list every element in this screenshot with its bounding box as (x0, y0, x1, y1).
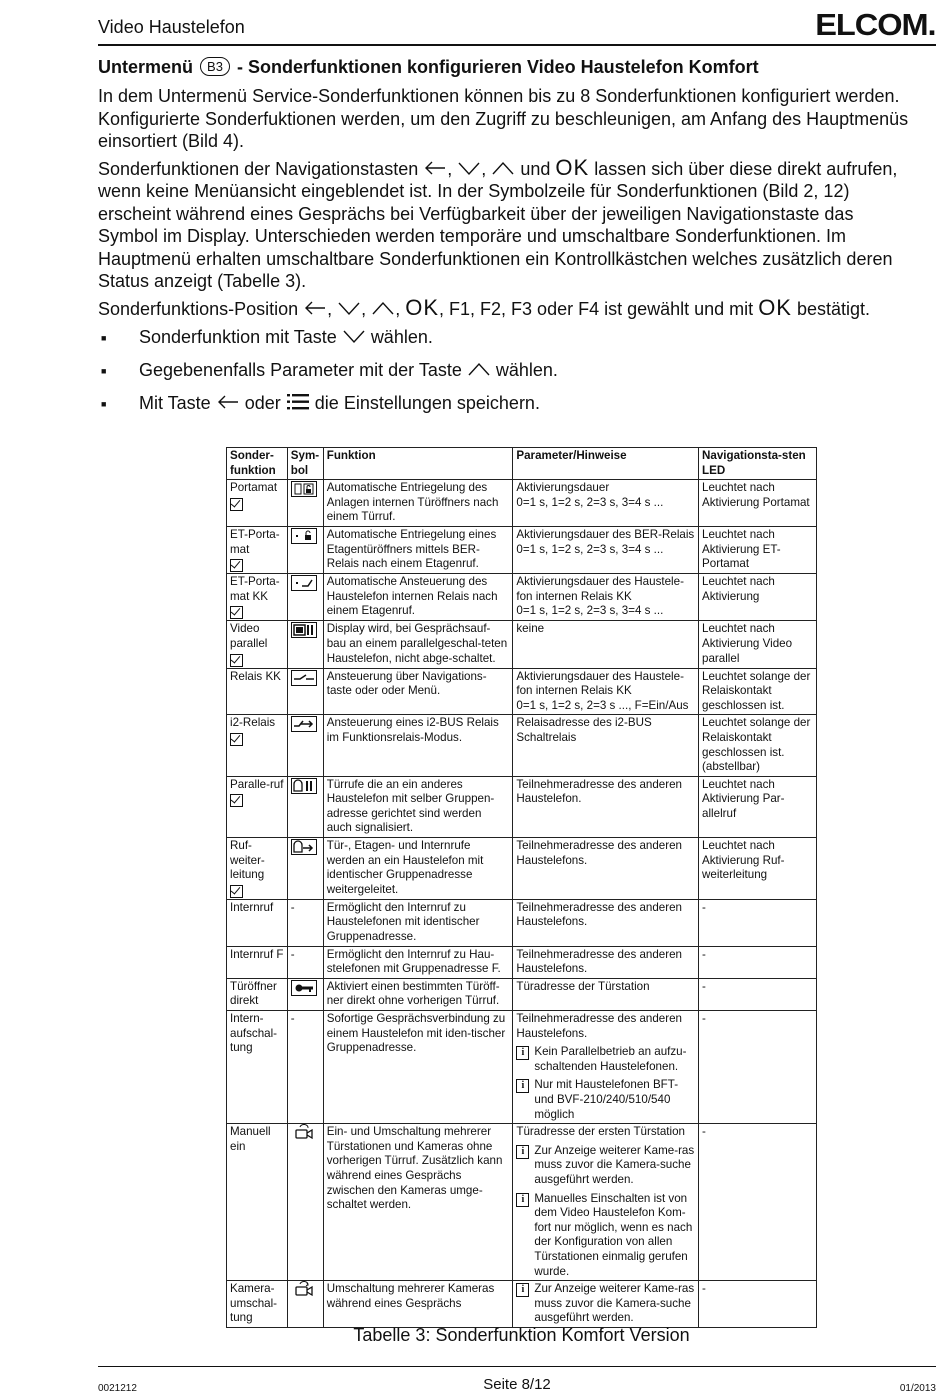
position-text-c: bestätigt. (797, 298, 871, 319)
parameter-note (516, 1144, 695, 1188)
chevron-up-icon (467, 360, 491, 378)
parameter-text: Aktivierungsdauer des BER-Relais 0=1 s, 1=2 s, 2=3 s, 3=4 s ... (516, 527, 695, 556)
arrow-left-icon (303, 299, 327, 317)
nav-und: und (520, 158, 551, 179)
table-caption: Tabelle 3: Sonderfunktion Komfort Version (353, 1325, 690, 1345)
note-text: Zur Anzeige weiterer Kame-ras muss zuvor die Kamera-suche ausgeführt werden. (534, 1282, 695, 1325)
sonderfunktion-name: Ruf-weiter-leitung (230, 839, 265, 882)
cell-led: Leuchtet nach Aktivierung ET-Portamat (699, 526, 817, 573)
cell-funktion: Automatische Ansteuerung des Haustelefon internen Relais nach einem Etagenruf. (323, 574, 513, 621)
table-row (227, 946, 817, 978)
cell-led: Leuchtet nach Aktivierung Portamat (699, 480, 817, 527)
cell-led: - (699, 1011, 817, 1124)
checkbox-checked-icon (230, 885, 243, 898)
table-row (227, 574, 817, 621)
sonderfunktion-table (226, 447, 817, 1328)
cell-sonderfunktion (227, 668, 288, 715)
cell-parameter (513, 978, 699, 1010)
cell-symbol (287, 1281, 323, 1328)
parameter-note (516, 1282, 695, 1326)
cell-symbol (287, 978, 323, 1010)
cell-sonderfunktion (227, 776, 288, 837)
steps-list (98, 326, 918, 414)
parameter-text: Teilnehmeradresse des anderen Haustelefons. (516, 900, 683, 929)
cell-parameter (513, 574, 699, 621)
menu-list-icon (286, 393, 310, 411)
info-icon: i (516, 1145, 529, 1159)
parameter-text: Teilnehmeradresse des anderen Haustelefons. (516, 1012, 683, 1040)
step3-text-b: die Einstellungen speichern. (314, 393, 540, 413)
step2-text-a: Gegebenenfalls Parameter mit der Taste (139, 360, 462, 380)
cell-funktion: Türrufe die an ein anderes Haustelefon mit selber Gruppen-adresse gerichtet sind werden auch signalisiert. (323, 776, 513, 837)
sonderfunktion-name: Portamat (230, 481, 278, 495)
cell-symbol (287, 1124, 323, 1281)
nav-sep-1: , (447, 158, 453, 179)
checkbox-checked-icon (230, 606, 243, 619)
note-text: Nur mit Haustelefonen BFT- und BVF-210/240/510/540 möglich (534, 1078, 679, 1121)
info-icon: i (516, 1046, 529, 1060)
cell-funktion: Ermöglicht den Internruf zu Haustelefonen mit identischer Gruppenadresse. (323, 899, 513, 946)
cell-funktion: Display wird, bei Gesprächsauf-bau an einem parallelgeschal-teten Haustelefon, nicht abge-schaltet. (323, 621, 513, 668)
document-title: Video Haustelefon (98, 17, 245, 37)
cell-parameter (513, 1124, 699, 1281)
section-heading (98, 55, 918, 79)
cell-funktion: Sofortige Gesprächsverbindung zu einem Haustelefon mit iden-tischer Gruppenadresse. (323, 1011, 513, 1124)
cell-symbol (287, 480, 323, 527)
document-number: 0021212 (98, 1383, 137, 1394)
sonderfunktion-name: ET-Porta-mat (230, 527, 280, 556)
manuell-ein-icon (291, 1131, 317, 1144)
parameter-text: keine (516, 622, 545, 636)
step3-or: oder (244, 393, 281, 413)
cell-led: - (699, 946, 817, 978)
ok-key-label: OK (758, 294, 792, 320)
sonderfunktion-name: Relais KK (230, 669, 281, 683)
parameter-text: Relaisadresse des i2-BUS Schaltrelais (516, 716, 652, 744)
step-item (98, 392, 918, 414)
et-portamat-icon (291, 534, 317, 547)
elcom-logo: ELCOM. (815, 7, 936, 42)
cell-parameter (513, 526, 699, 573)
parameter-note (516, 1192, 695, 1280)
rufweiterleitung-icon (291, 845, 317, 858)
table-row (227, 899, 817, 946)
cell-funktion: Automatische Entriegelung eines Etagentüröffners mittels BER-Relais nach einem Etagenruf. (323, 526, 513, 573)
step-item (98, 326, 918, 348)
cell-funktion: Automatische Entriegelung des Anlagen internen Türöffners nach einem Türruf. (323, 480, 513, 527)
kamera-umschaltung-icon (291, 1288, 317, 1301)
cell-funktion: Ermöglicht den Internruf zu Hau-stelefonen mit Gruppenadresse F. (323, 946, 513, 978)
cell-parameter (513, 668, 699, 715)
sonderfunktion-name: Paralle-ruf (230, 777, 284, 791)
chevron-up-icon (491, 159, 515, 177)
sonderfunktion-name: Internruf F (230, 947, 284, 961)
column-header: Sym-bol (287, 448, 323, 480)
cell-symbol (287, 574, 323, 621)
sonderfunktion-name: Manuell ein (230, 1125, 271, 1153)
table-row (227, 668, 817, 715)
cell-led: Leuchtet solange der Relaiskontakt geschlossen ist. (699, 668, 817, 715)
cell-symbol (287, 668, 323, 715)
note-text: Manuelles Einschalten ist von dem Video Haustelefon Kom-fort nur möglich, wenn es nach der Konfiguration von allen Türstationen einmalig gerufen wurde. (534, 1191, 693, 1278)
column-header: Navigationsta-sten LED (699, 448, 817, 480)
step-item (98, 359, 918, 381)
position-sep-3: , (395, 298, 401, 319)
table-row (227, 838, 817, 900)
cell-sonderfunktion (227, 1124, 288, 1281)
position-sep-2: , (361, 298, 367, 319)
arrow-left-icon (216, 393, 240, 411)
cell-sonderfunktion (227, 480, 288, 527)
column-header: Parameter/Hinweise (513, 448, 699, 480)
chevron-down-icon (342, 327, 366, 345)
page-footer (98, 1366, 936, 1394)
video-parallel-icon (291, 628, 317, 641)
cell-led: Leuchtet nach Aktivierung Par-allelruf (699, 776, 817, 837)
symbol-placeholder: - (290, 900, 295, 914)
parameter-text: Aktivierungsdauer des Haustele-fon internen Relais KK 0=1 s, 1=2 s, 2=3 s ..., F=Ein/Aus (516, 669, 689, 712)
cell-parameter (513, 838, 699, 900)
cell-sonderfunktion (227, 621, 288, 668)
ok-key-label: OK (405, 294, 440, 320)
info-icon: i (516, 1079, 529, 1093)
sonderfunktion-name: Intern-aufschal-tung (230, 1012, 278, 1055)
cell-funktion: Ein- und Umschaltung mehrerer Türstationen und Kameras ohne vorherigen Türruf. Zusätzlich kann während eines Gesprächs zwischen den Kameras umge-schaltet werden. (323, 1124, 513, 1281)
parameter-text: Teilnehmeradresse des anderen Haustelefon. (516, 777, 683, 806)
chevron-down-icon (337, 299, 361, 317)
table-row (227, 715, 817, 776)
page-header (98, 7, 936, 46)
cell-led: Leuchtet nach Aktivierung Ruf-weiterleitung (699, 838, 817, 900)
chevron-up-icon (371, 299, 395, 317)
cell-symbol (287, 776, 323, 837)
position-text-a: Sonderfunktions-Position (98, 298, 299, 319)
cell-sonderfunktion (227, 899, 288, 946)
step1-text-b: wählen. (370, 327, 433, 347)
cell-sonderfunktion (227, 1011, 288, 1124)
cell-funktion: Aktiviert einen bestimmten Türöff-ner direkt ohne vorherigen Türruf. (323, 978, 513, 1010)
position-paragraph (98, 294, 918, 321)
symbol-placeholder: - (290, 947, 295, 961)
table-row (227, 1011, 817, 1124)
relais-kk-icon (291, 676, 317, 689)
cell-sonderfunktion (227, 838, 288, 900)
cell-parameter (513, 621, 699, 668)
cell-sonderfunktion (227, 715, 288, 776)
checkbox-checked-icon (230, 498, 243, 511)
ok-key-label: OK (555, 154, 590, 180)
arrow-left-icon (423, 159, 447, 177)
cell-led: Leuchtet nach Aktivierung Video parallel (699, 621, 817, 668)
chevron-down-icon (457, 159, 481, 177)
column-header: Sonder-funktion (227, 448, 288, 480)
step2-text-b: wählen. (495, 360, 558, 380)
sonderfunktion-name: i2-Relais (230, 716, 276, 730)
parameter-text: Türadresse der Türstation (516, 979, 650, 993)
position-text-b: , F1, F2, F3 oder F4 ist gewählt und mit (439, 298, 754, 319)
symbol-placeholder: - (290, 1012, 295, 1025)
cell-funktion: Ansteuerung eines i2-BUS Relais im Funktionsrelais-Modus. (323, 715, 513, 776)
table-row (227, 1281, 817, 1328)
sonderfunktion-name: Video parallel (230, 622, 268, 650)
nav-para-text-a: Sonderfunktionen der Navigationstasten (98, 158, 419, 179)
note-text: Zur Anzeige weiterer Kame-ras muss zuvor die Kamera-suche ausgeführt werden. (534, 1143, 695, 1186)
cell-led: - (699, 978, 817, 1010)
sonderfunktion-name: ET-Porta-mat KK (230, 575, 280, 603)
cell-sonderfunktion (227, 1281, 288, 1328)
table-header-row (227, 448, 817, 480)
cell-symbol (287, 899, 323, 946)
parallelruf-icon (291, 784, 317, 797)
intro-paragraph: In dem Untermenü Service-Sonderfunktionen können bis zu 8 Sonderfunktionen konfiguriert werden. Konfigurierte Sonderfuktionen werden, um den Zugriff zu beschleunigen, am Anfang des Hauptmenüs einsortiert (Bild 4). (98, 86, 909, 151)
note-text: Kein Parallelbetrieb an aufzu-schaltenden Haustelefonen. (534, 1045, 687, 1073)
cell-funktion: Umschaltung mehrerer Kameras während eines Gesprächs (323, 1281, 513, 1328)
tueroeffner-icon (291, 986, 317, 999)
column-header: Funktion (323, 448, 513, 480)
checkbox-checked-icon (230, 654, 243, 667)
checkbox-checked-icon (230, 794, 243, 807)
cell-parameter (513, 1011, 699, 1124)
cell-symbol (287, 621, 323, 668)
cell-led: - (699, 1281, 817, 1328)
heading-text: - Sonderfunktionen konfigurieren Video Haustelefon Komfort (236, 57, 759, 77)
parameter-text: Aktivierungsdauer des Haustele-fon internen Relais KK 0=1 s, 1=2 s, 2=3 s, 3=4 s ... (516, 575, 684, 618)
parameter-text: Türadresse der ersten Türstation (516, 1125, 685, 1139)
et-portamat-kk-icon (291, 581, 317, 594)
table-row (227, 776, 817, 837)
parameter-text: Teilnehmeradresse des anderen Haustelefons. (516, 947, 683, 976)
sonderfunktion-name: Internruf (230, 900, 274, 914)
cell-led: Leuchtet solange der Relaiskontakt geschlossen ist. (abstellbar) (699, 715, 817, 776)
table-row (227, 621, 817, 668)
cell-sonderfunktion (227, 978, 288, 1010)
cell-symbol (287, 526, 323, 573)
cell-led: Leuchtet nach Aktivierung (699, 574, 817, 621)
cell-symbol (287, 1011, 323, 1124)
step1-text-a: Sonderfunktion mit Taste (139, 327, 337, 347)
cell-symbol (287, 946, 323, 978)
info-icon: i (516, 1193, 529, 1207)
parameter-note (516, 1078, 695, 1122)
cell-symbol (287, 715, 323, 776)
table-row (227, 526, 817, 573)
cell-led: - (699, 1124, 817, 1281)
page-number: Seite 8/12 (483, 1376, 551, 1393)
cell-symbol (287, 838, 323, 900)
cell-parameter (513, 776, 699, 837)
cell-parameter (513, 946, 699, 978)
heading-prefix: Untermenü (98, 57, 194, 77)
checkbox-checked-icon (230, 559, 243, 572)
info-icon: i (516, 1283, 529, 1297)
position-sep-1: , (327, 298, 333, 319)
nav-sep-2: , (481, 158, 487, 179)
portamat-icon (291, 487, 317, 500)
parameter-text: Aktivierungsdauer 0=1 s, 1=2 s, 2=3 s, 3=4 s ... (516, 481, 664, 509)
cell-parameter (513, 715, 699, 776)
cell-sonderfunktion (227, 574, 288, 621)
main-content (98, 55, 918, 425)
table-row (227, 480, 817, 527)
document-date: 01/2013 (899, 1383, 936, 1394)
parameter-note (516, 1045, 695, 1074)
nav-para-text-b: lassen sich über diese direkt aufrufen, wenn keine Menüansicht eingeblendet ist. In der Symbolzeile für Sonderfunktionen (Bild 2, 12) erscheint während eines Gesprächs bei Verfügbarkeit über der jeweiligen Navigationstaste das Symbol im Display. Unterschieden werden temporäre und umschaltbare Sonderfunktionen. Im Hauptmenü erhalten umschaltbare Sonderfunktionen ein Kontrollkästchen welches zusätzlich deren Status anzeigt (Tabelle 3). (98, 158, 898, 291)
sonderfunktion-name: Türöffner direkt (230, 979, 277, 1008)
step3-text-a: Mit Taste (139, 393, 211, 413)
navigation-paragraph (98, 154, 918, 293)
table-row (227, 1124, 817, 1281)
cell-parameter (513, 480, 699, 527)
menu-badge: B3 (200, 57, 230, 76)
i2-relais-icon (291, 722, 317, 735)
checkbox-checked-icon (230, 733, 243, 746)
parameter-text: Teilnehmeradresse des anderen Haustelefons. (516, 839, 683, 867)
cell-led: - (699, 899, 817, 946)
sonderfunktion-name: Kamera-umschal-tung (230, 1282, 278, 1325)
cell-funktion: Ansteuerung über Navigations-taste oder oder Menü. (323, 668, 513, 715)
cell-sonderfunktion (227, 526, 288, 573)
cell-parameter (513, 899, 699, 946)
cell-parameter (513, 1281, 699, 1328)
cell-funktion: Tür-, Etagen- und Internrufe werden an ein Haustelefon mit identischer Gruppenadresse weitergeleitet. (323, 838, 513, 900)
table-row (227, 978, 817, 1010)
cell-sonderfunktion (227, 946, 288, 978)
